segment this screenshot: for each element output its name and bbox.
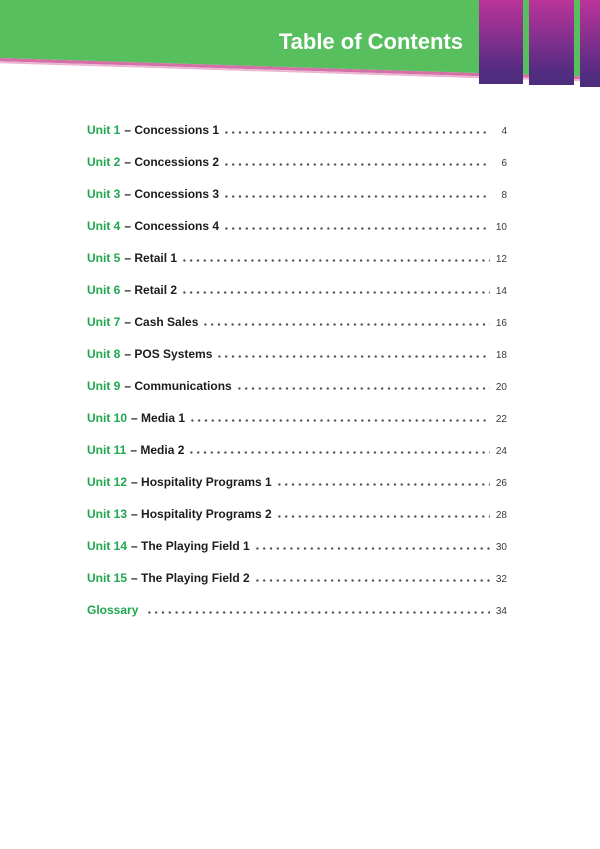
purple-bar-2 [529,0,574,85]
toc-entry [87,242,507,274]
dot-leader [188,451,490,454]
dot-leader [189,419,490,422]
toc-entry-page: 10 [495,222,507,233]
toc-entry-page: 14 [495,286,507,297]
toc-entry-unit: Unit 4 [87,219,121,233]
toc-entry-page: 26 [495,478,507,489]
dot-leader [254,547,490,550]
toc-entry-page: 6 [501,158,507,169]
toc-entry-page: 28 [495,510,507,521]
toc-entry-unit: Unit 13 [87,507,128,521]
toc-entry-title: – Hospitality Programs 2 [131,507,272,521]
toc-entry-unit: Unit 15 [87,571,128,585]
toc-entry-page: 20 [495,382,507,393]
toc-entry-title: – Retail 2 [124,283,178,297]
toc-entry-page: 24 [495,446,507,457]
toc-entry-page: 30 [495,542,507,553]
toc-entry [87,370,507,402]
toc-entry-title: – Concessions 3 [124,187,220,201]
toc-entry-unit: Unit 1 [87,123,121,137]
toc-entry [87,114,507,146]
dot-leader [223,227,490,230]
toc-entry-title: – Concessions 4 [124,219,220,233]
toc-entry-title: – The Playing Field 2 [131,571,250,585]
toc-entry [87,466,507,498]
toc-entry-title: – Media 1 [131,411,186,425]
toc-entry [87,530,507,562]
toc-entry-page: 22 [495,414,507,425]
toc-entry-title: – POS Systems [124,347,213,361]
page-title: Table of Contents [278,29,463,54]
dot-leader [146,611,490,614]
toc-entry-unit: Unit 7 [87,315,121,329]
purple-bar-3 [580,0,600,87]
dot-leader [202,323,490,326]
toc-entry-page: 12 [495,254,507,265]
toc-entry-title: – Hospitality Programs 1 [131,475,272,489]
dot-leader [254,579,490,582]
toc-entry-page: 4 [501,126,507,137]
dot-leader [223,163,490,166]
toc-entry-page: 34 [495,606,507,617]
toc-entry [87,210,507,242]
dot-leader [223,195,490,198]
toc-entry [87,498,507,530]
toc-entry [87,402,507,434]
toc-entry-title: – Concessions 2 [124,155,220,169]
toc-entry-unit: Unit 8 [87,347,121,361]
toc-entry-title: – Media 2 [130,443,185,457]
toc-entry-unit: Unit 11 [87,443,127,457]
toc-entry-unit: Unit 10 [87,411,128,425]
toc-entry-unit: Glossary [87,603,139,617]
toc-entry [87,178,507,210]
toc-entry [87,338,507,370]
toc-entry [87,274,507,306]
toc-entry-unit: Unit 2 [87,155,121,169]
toc-entry-page: 8 [501,190,507,201]
toc-entry-unit: Unit 5 [87,251,121,265]
toc-entry-title: – Communications [124,379,232,393]
toc-entry-unit: Unit 12 [87,475,128,489]
toc-entry-title: – The Playing Field 1 [131,539,250,553]
toc-entry [87,562,507,594]
toc-entry-title: – Concessions 1 [124,123,220,137]
toc-entry [87,306,507,338]
dot-leader [276,483,490,486]
toc-entry-page: 32 [495,574,507,585]
toc-entry [87,146,507,178]
toc-entry-page: 18 [495,350,507,361]
toc-entry-unit: Unit 6 [87,283,121,297]
toc-entry-page: 16 [495,318,507,329]
dot-leader [216,355,490,358]
toc-entry-title: – Cash Sales [124,315,199,329]
toc-entry-unit: Unit 9 [87,379,121,393]
toc-entry-unit: Unit 14 [87,539,128,553]
toc-entry-title: – Retail 1 [124,251,178,265]
dot-leader [181,259,490,262]
dot-leader [276,515,490,518]
purple-bar-1 [479,0,523,84]
toc-list [87,114,507,626]
dot-leader [236,387,490,390]
toc-entry [87,434,507,466]
dot-leader [181,291,490,294]
toc-entry [87,594,507,626]
toc-entry-unit: Unit 3 [87,187,121,201]
dot-leader [223,131,490,134]
